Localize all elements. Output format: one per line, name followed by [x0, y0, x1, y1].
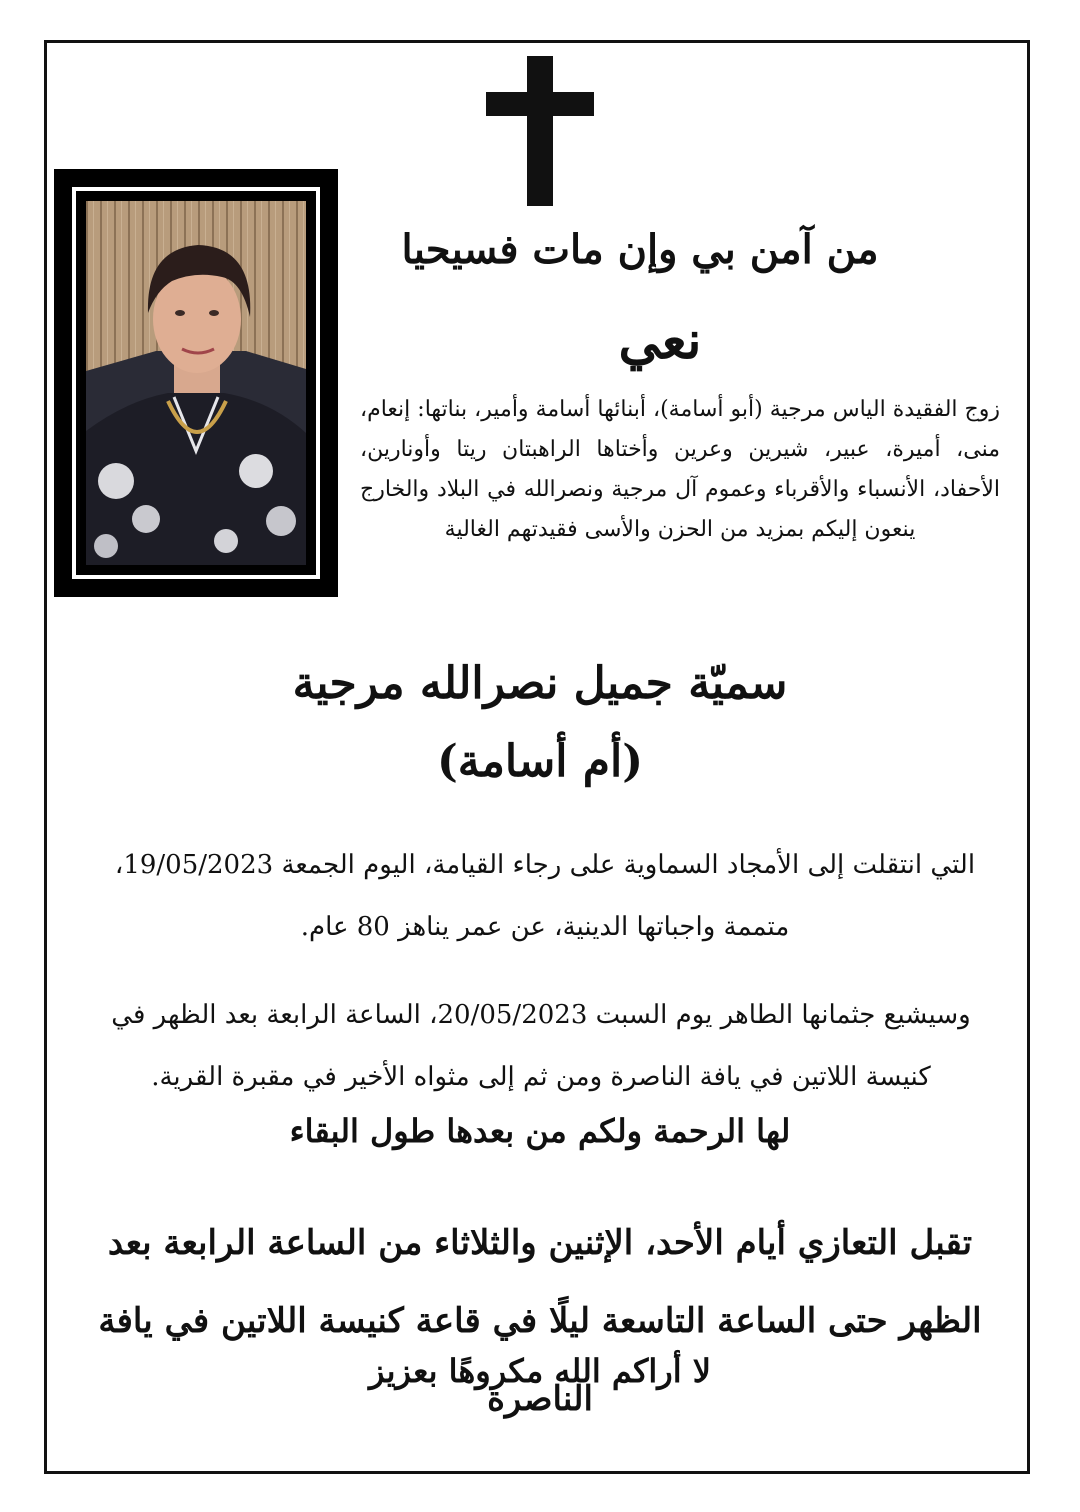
deceased-nickname: (أم أسامة)	[436, 736, 644, 787]
death-paragraph: التي انتقلت إلى الأمجاد السماوية على رجاء القيامة، اليوم الجمعة 19/05/2023، متممة واجباتها الدينية، عن عمر يناهز 80 عام.	[114, 850, 976, 942]
portrait-frame	[54, 169, 338, 597]
portrait-photo	[86, 201, 306, 565]
condolences-paragraph: تقبل التعازي أيام الأحد، الإثنين والثلاثاء من الساعة الرابعة بعد الظهر حتى الساعة التاسعة ليلًا في قاعة كنيسة اللاتين في يافة الناصرة	[98, 1223, 982, 1419]
family-paragraph: زوج الفقيدة الياس مرجية (أبو أسامة)، أبنائها أسامة وأمير، بناتها: إنعام، منى، أميرة، عبير، شيرين وعرين وأختاها الراهبتان ريتا وأونارين، الأحفاد، الأنسباء والأقرباء وعموم آل مرجية ونصرالله في البلاد والخارج ينعون إليكم بمزيد من الحزن والأسى فقيدتهم الغالية	[360, 397, 1001, 542]
cross-icon	[486, 56, 594, 206]
deceased-name: سميّة جميل نصرالله مرجية	[292, 658, 788, 709]
closing-line: لا أراكم الله مكروهًا بعزيز	[368, 1352, 712, 1390]
mercy-line: لها الرحمة ولكم من بعدها طول البقاء	[289, 1112, 791, 1150]
funeral-paragraph: وسيشيع جثمانها الطاهر يوم السبت 20/05/2023، الساعة الرابعة بعد الظهر في كنيسة اللاتين في يافة الناصرة ومن ثم إلى مثواه الأخير في مقبرة القرية.	[111, 1000, 971, 1092]
bible-verse: من آمن بي وإن مات فسيحيا	[401, 226, 879, 273]
page-title: نعي	[618, 310, 702, 371]
